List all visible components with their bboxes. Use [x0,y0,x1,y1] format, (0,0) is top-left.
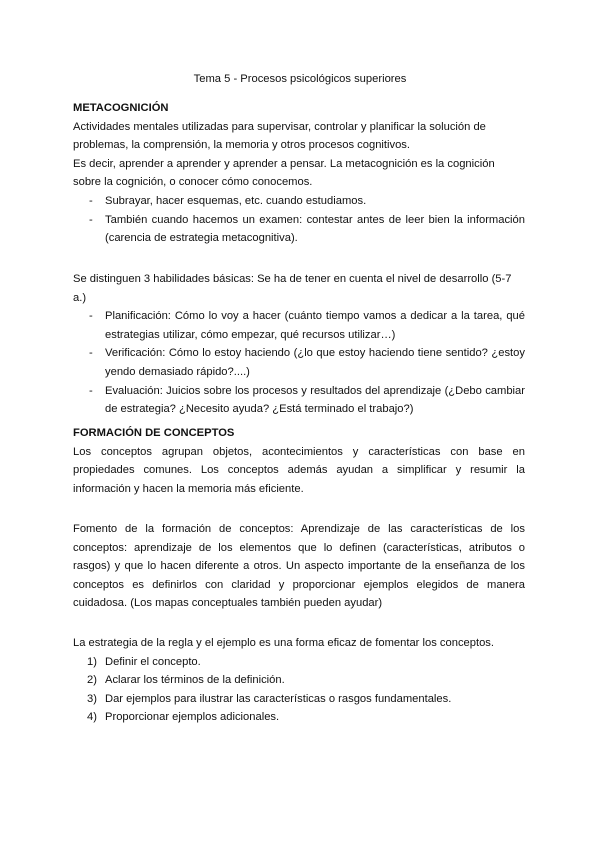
step-number: 3) [87,692,97,705]
metacognicion-paragraph-1: Actividades mentales utilizadas para supervisar, controlar y planificar la solución de problemas, la comprensión, la memoria y otros procesos cognitivos. [73,120,486,152]
step-text: Aclarar los términos de la definición. [105,674,285,687]
step-text: Proporcionar ejemplos adicionales. [105,711,280,724]
list-item [73,307,525,344]
step-text: Dar ejemplos para ilustrar las características o rasgos fundamentales. [105,692,452,705]
list-item [73,671,525,690]
section-fomento [73,520,525,613]
list-item [73,653,525,672]
list-item-text: También cuando hacemos un examen: contestar antes de leer bien la información (carencia de estrategia metacognitiva). [105,213,525,245]
step-number: 1) [87,655,97,668]
list-item [73,690,525,709]
step-number: 2) [87,674,97,687]
heading-conceptos: FORMACIÓN DE CONCEPTOS [73,427,235,439]
skill-planificacion: Planificación: Cómo lo voy a hacer (cuánto tiempo vamos a dedicar a la tarea, qué estrategias utilizar, cómo empezar, qué recursos utilizar…) [105,310,525,341]
skills-list [73,307,525,419]
bullet-dash: - [89,384,93,397]
conceptos-paragraph-1: Los conceptos agrupan objetos, acontecimientos y características con base en propiedades comunes. Los conceptos además ayudan a simplificar y resumir la información y hacen la memoria más eficiente. [73,445,525,495]
step-number: 4) [87,711,97,724]
skill-evaluacion: Evaluación: Juicios sobre los procesos y resultados del aprendizaje (¿Debo cambiar de estrategia? ¿Necesito ayuda? ¿Está terminado el trabajo?) [105,384,525,416]
list-item [73,708,525,727]
document-title: Tema 5 - Procesos psicológicos superiores [193,73,407,85]
conceptos-paragraph-2: Fomento de la formación de conceptos: Aprendizaje de las características de los conceptos: aprendizaje de los elementos que lo definen (características, atributos o rasgos) y que lo hacen diferente a otros. Un aspecto importante de la enseñanza de los conceptos es definirlos con claridad y proporcionar ejemplos elegidos de manera cuidadosa. (Los mapas conceptuales también pueden ayudar) [73,523,525,610]
section-estrategia [73,634,525,727]
conceptos-paragraph-3: La estrategia de la regla y el ejemplo es una forma eficaz de fomentar los conceptos. [73,637,495,649]
bullet-dash: - [89,213,93,226]
section-conceptos [73,424,525,498]
bullet-dash: - [89,194,93,207]
list-item [73,211,525,248]
list-item [73,192,525,211]
list-item [73,344,525,381]
bullet-dash: - [89,310,93,323]
bullet-dash: - [89,347,93,360]
section-habilidades [73,270,525,419]
metacognicion-paragraph-2: Es decir, aprender a aprender y aprender a pensar. La metacognición es la cognición sobre la cognición, o conocer cómo conocemos. [73,157,495,189]
heading-metacognicion: METACOGNICIÓN [73,102,169,114]
list-item-text: Subrayar, hacer esquemas, etc. cuando estudiamos. [105,194,367,207]
skill-verificacion: Verificación: Cómo lo estoy haciendo (¿lo que estoy haciendo tiene sentido? ¿estoy yendo demasiado rápido?....) [105,347,525,378]
steps-list [73,653,525,727]
metacognicion-paragraph-3: Se distinguen 3 habilidades básicas: Se ha de tener en cuenta el nivel de desarrollo (5-7 a.) [73,273,512,304]
section-metacognicion [73,99,525,248]
list-item [73,382,525,419]
step-text: Definir el concepto. [105,655,201,668]
metacognicion-bullet-list [73,192,525,248]
